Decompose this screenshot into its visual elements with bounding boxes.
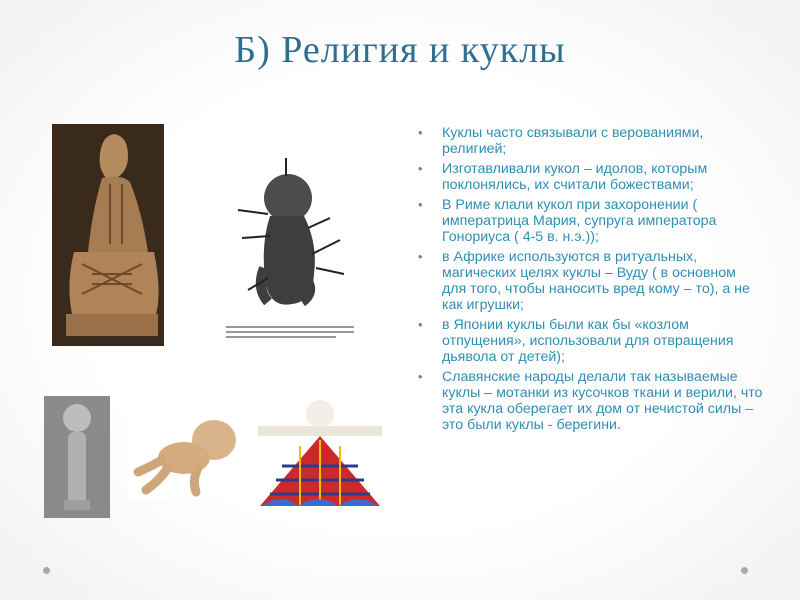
bullet-item: • в Японии куклы были как бы «козлом отпущения», использовали для отвращения дьявола от детей); bbox=[418, 317, 734, 365]
caption-text-line bbox=[226, 326, 354, 328]
stone-figurine-image bbox=[44, 396, 110, 518]
voodoo-doll-image bbox=[220, 158, 360, 348]
bullet-dot-icon: • bbox=[418, 197, 423, 212]
bullet-dot-icon: • bbox=[418, 161, 423, 176]
slide-title: Б) Религия и куклы bbox=[234, 29, 566, 71]
bullet-dot-icon: • bbox=[418, 369, 423, 384]
bullet-item: • в Африке используются в ритуальных, магических целях куклы – Вуду ( в основном для того, чтобы наносить вред кому – то), а не как игрушки; bbox=[418, 249, 750, 313]
corner-dot-right bbox=[741, 567, 748, 574]
bullet-dot-icon: • bbox=[418, 125, 423, 140]
bullet-dot-icon: • bbox=[418, 249, 423, 264]
caption-text-line bbox=[226, 336, 336, 338]
caption-text-line bbox=[226, 331, 354, 333]
bullet-dot-icon: • bbox=[418, 317, 423, 332]
bullet-list bbox=[418, 125, 763, 437]
bullet-item: • Славянские народы делали так называемые куклы – мотанки из кусочков ткани и верили, что эта кукла оберегает их дом от нечистой силы – это были куклы - берегини. bbox=[418, 369, 763, 433]
baby-doll-image bbox=[128, 408, 246, 498]
bullet-item: • Куклы часто связывали с верованиями, религией; bbox=[418, 125, 704, 157]
corner-dot-left bbox=[43, 567, 50, 574]
bullet-item: • В Риме клали кукол при захоронении ( императрица Мария, супруга императора Гонориуса ( 4-5 в. н.э.)); bbox=[418, 197, 717, 245]
bullet-item: • Изготавливали кукол – идолов, которым поклонялись, их считали божествами; bbox=[418, 161, 708, 193]
wooden-idol-image bbox=[52, 124, 164, 346]
motanka-doll-image bbox=[252, 396, 388, 518]
